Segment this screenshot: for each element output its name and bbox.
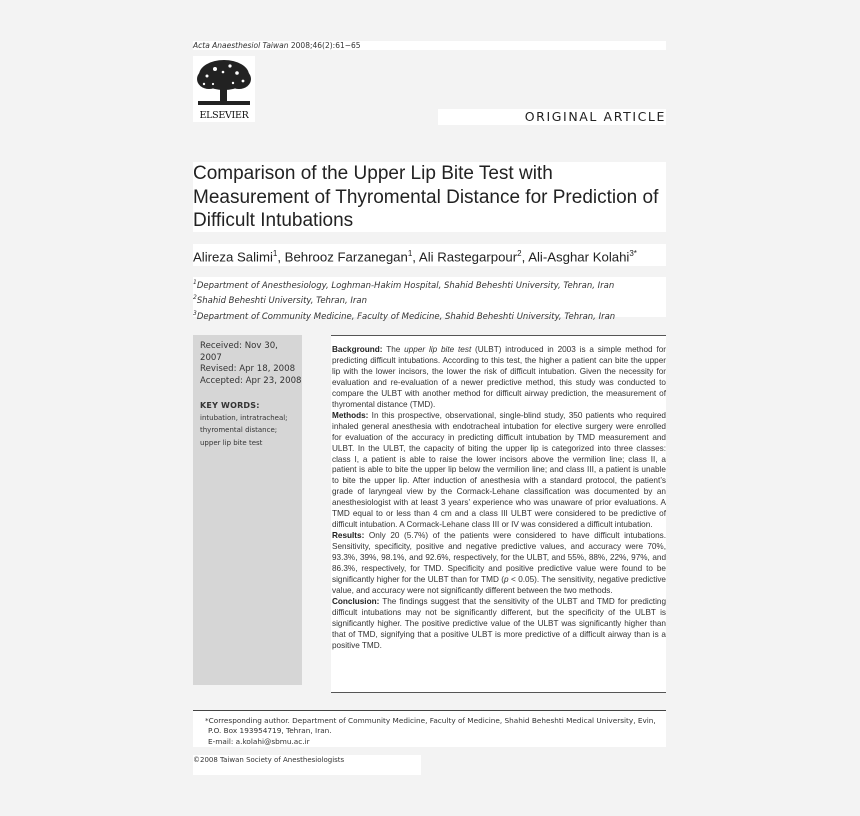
methods-label: Methods:: [332, 410, 369, 420]
results-label: Results:: [332, 531, 365, 541]
author-affiliation-marker: 1: [272, 249, 278, 258]
footnote-text: [205, 716, 656, 747]
email-line: E-mail: a.kolahi@sbmu.ac.ir: [208, 736, 310, 746]
keywords-list: [193, 412, 302, 449]
article-type: ORIGINAL ARTICLE: [524, 109, 666, 124]
abstract: [331, 335, 666, 693]
corresponding-author-footnote: [193, 710, 666, 747]
author-name: Behrooz Farzanegan: [284, 249, 408, 265]
abstract-background: [332, 345, 666, 411]
keyword: intubation, intratracheal;: [200, 414, 288, 422]
footnote-rule: [193, 710, 666, 711]
affiliation-text: Department of Anesthesiology, Loghman-Hakim Hospital, Shahid Beheshti University, Tehran, Iran: [196, 280, 615, 291]
author-name: Ali Rastegarpour: [418, 249, 518, 265]
article-title: Comparison of the Upper Lip Bite Test with Measurement of Thyromental Distance for Prediction of Difficult Intubations: [193, 163, 659, 231]
affiliation: [193, 292, 666, 307]
background-label: Background:: [332, 345, 383, 354]
abstract-bottom-rule: [331, 692, 666, 693]
journal-volume: 2008;46(2):61−65: [288, 41, 361, 50]
background-text: (ULBT) introduced in 2003 is a simple method for predicting difficult intubations. According to this test, the higher a patient can bite the upper lip with the lower incisors, the lower the risk of difficult intubation. Given the necessity for evaluation and re-evaluation of a newer predictive method, this study was conducted to compare the ULBT with another method for difficult airway prediction, the measurement of thyromental distance (TMD).: [332, 345, 666, 409]
affiliation-text: Shahid Beheshti University, Tehran, Iran: [196, 296, 368, 307]
author-affiliation-marker: 1: [407, 249, 413, 258]
affiliation-number: 3: [193, 309, 197, 317]
affiliation-list: [193, 277, 666, 322]
tree-logo-icon: [195, 57, 253, 109]
accepted-date: Accepted: Apr 23, 2008: [200, 375, 302, 386]
author-affiliation-marker: 3*: [629, 249, 637, 258]
background-text-pre: The: [382, 345, 405, 354]
methods-text: In this prospective, observational, single-blind study, 350 patients who required inhaled general anesthesia with endotracheal intubation for elective surgery were enrolled for evaluation of the accuracy in predicting difficult intubation by TMD measurement and ULBT. In the ULBT, the capacity of biting the upper lip is categorized into three classes: class I, a patient is able to raise the lower incisors above the vermilion line; class II, a patient is able to bite the upper lip below the vermilion line; and class III, a patient is unable to bite the upper lip. After induction of anesthesia with a standard protocol, the patient’s grade of laryngeal view by the Cormack-Lehane classification was documented by an anesthesiologist with at least 3 years’ experience who was unaware of prior evaluations. A TMD equal to or less than 4 cm and a class III ULBT were considered to be predictive of difficult intubation. A Cormack-Lehane class III or IV was considered a difficult intubation.: [332, 410, 666, 530]
results-text-pre: Only 20 (5.7%) of the patients were considered to have difficult intubations. Sensitivity, specificity, positive and negative predictive values, and accuracy were 70%, 93.3%, 39%, 98.1%, and 92.6%, respectively, for the ULBT, and 55%, 88%, 22%, 97%, and 86.3%, respectively, for TMD. Specificity and positive predictive value were found to be significantly higher for the ULBT than for TMD (: [332, 531, 666, 585]
affiliation-text: Department of Community Medicine, Faculty of Medicine, Shahid Beheshti University, Tehran, Iran: [196, 311, 616, 322]
author-separator: ,: [412, 249, 419, 265]
copyright: ©2008 Taiwan Society of Anesthesiologists: [193, 755, 421, 775]
article-info-panel: [193, 335, 302, 685]
keyword: thyromental distance;: [200, 426, 278, 435]
abstract-text: [332, 345, 666, 652]
conclusion-text: The findings suggest that the sensitivity of the ULBT and TMD for predicting difficult intubations may not be significantly different, but the specificity of the ULBT is significantly higher. The positive predictive value of the ULBT was significantly higher than that of TMD, signifying that a positive ULBT is more predictive of a difficult airway than is a positive TMD.: [332, 596, 666, 650]
results-text: < 0.05). The sensitivity, negative predictive value, and accuracy were not significantly different between the two methods.: [332, 575, 666, 595]
author-list: [193, 244, 666, 266]
postal-address-line: P.O. Box 193954719, Tehran, Iran.: [208, 726, 332, 736]
keyword: upper lip bite test: [200, 438, 263, 447]
author-name: Alireza Salimi: [193, 249, 273, 265]
abstract-conclusion: [332, 597, 666, 652]
author-affiliation-marker: 2: [517, 249, 522, 258]
author-separator: ,: [277, 249, 285, 265]
publisher-name: ELSEVIER: [199, 110, 249, 121]
abstract-results: [332, 531, 666, 597]
abstract-top-rule: [331, 335, 666, 336]
abstract-methods: [332, 411, 666, 531]
publisher-logo: [193, 56, 255, 122]
results-text-italic: p: [504, 575, 509, 585]
affiliation-number: 2: [193, 294, 197, 302]
keywords-heading: KEY WORDS:: [200, 401, 260, 410]
author-separator: ,: [521, 249, 529, 265]
affiliation-number: 1: [193, 279, 197, 286]
article-type-bar: [438, 109, 666, 125]
corresponding-author-line: *Corresponding author. Department of Community Medicine, Faculty of Medicine, Shahid Beheshti Medical University, Evin,: [205, 716, 656, 725]
affiliation: [193, 308, 666, 323]
received-date: Received: Nov 30, 2007: [200, 341, 278, 363]
affiliation: [193, 277, 666, 292]
journal-citation: [193, 41, 666, 50]
revised-date: Revised: Apr 18, 2008: [200, 364, 296, 374]
title-block: [193, 162, 666, 232]
journal-name: Acta Anaesthesiol Taiwan: [193, 41, 289, 50]
background-text-italic: upper lip bite test: [404, 345, 472, 354]
author-name: Ali-Asghar Kolahi: [528, 249, 630, 265]
conclusion-label: Conclusion:: [332, 596, 380, 606]
